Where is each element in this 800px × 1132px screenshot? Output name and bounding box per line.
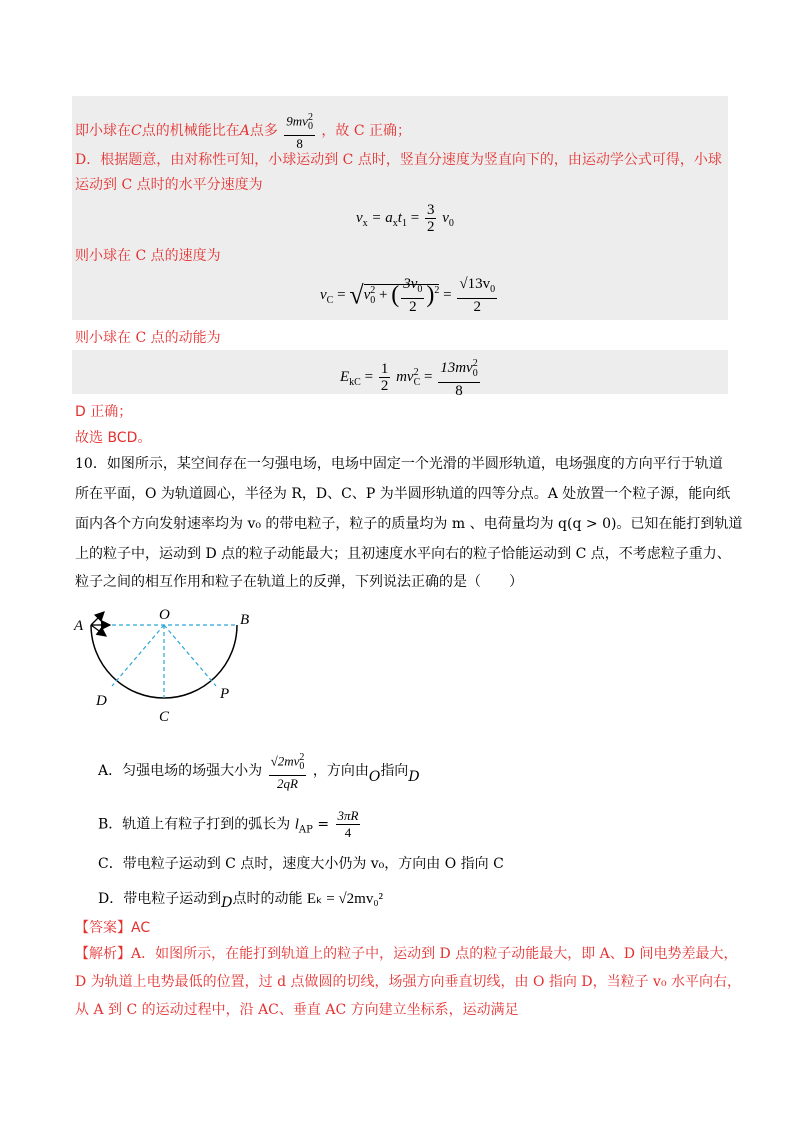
option-a: A．匀强电场的场强大小为 $\frac{√2mv^2_0}{2qR}$ ，方向由O指向D <box>98 752 420 791</box>
arrow-down <box>91 625 106 636</box>
label-b: B <box>240 612 250 628</box>
question-line3: 面内各个方向发射速率均为 v₀ 的带电粒子，粒子的质量均为 m 、电荷量均为 q(q > 0)。已知在能打到轨道 <box>75 516 743 532</box>
equation-horizontal-velocity: $v_x = a_xt_1$ = $\frac{3}{2}$ $v_0$ <box>356 202 454 235</box>
equation-kinetic-energy-c: $E_{kC}$ = $\frac{1}{2}$ $mv^2_C$ = $\frac{13mv^2_0}{8}$ <box>340 358 478 399</box>
option-d: D．带电粒子运动到D点时的动能 Eₖ = √2mv₀² <box>98 891 384 911</box>
label-c: C <box>159 709 170 725</box>
analysis-line2: D 为轨道上电势最低的位置，过 d 点做圆的切线，场强方向垂直切线，由 O 指向 D，当粒子 v₀ 水平向右， <box>75 974 742 990</box>
arrow-up <box>91 612 104 625</box>
question-line5: 粒子之间的相互作用和粒子在轨道上的反弹，下列说法正确的是（ ） <box>75 574 523 590</box>
speed-intro: 则小球在 C 点的速度为 <box>75 248 221 264</box>
semicircle-track-figure <box>70 605 270 735</box>
question-line4: 上的粒子中，运动到 D 点的粒子动能最大；且初速度水平向右的粒子恰能运动到 C 点，不考虑粒子重力、 <box>75 546 731 562</box>
d-reason-line2: 运动到 C 点时的水平分速度为 <box>75 177 263 193</box>
radius-op <box>164 625 216 686</box>
answer-choice-prev: 故选 BCD。 <box>75 430 152 446</box>
question-line2: 所在平面，O 为轨道圆心，半径为 R，D、C、P 为半圆形轨道的四等分点。A 处放置一个粒子源，能向纸 <box>75 486 731 502</box>
label-p: P <box>220 686 230 702</box>
label-a: A <box>74 618 84 634</box>
d-reason-line1: D．根据题意，由对称性可知，小球运动到 C 点时，竖直分速度为竖直向下的，由运动学公式可得，小球 <box>75 152 722 168</box>
analysis-line1: 【解析】A．如图所示，在能打到轨道上的粒子中，运动到 D 点的粒子动能最大，即 A、D 间电势差最大， <box>75 946 738 962</box>
d-correct: D 正确； <box>75 404 133 420</box>
option-c: C．带电粒子运动到 C 点时，速度大小仍为 v₀，方向由 O 指向 C <box>98 856 504 872</box>
question-line1: 10．如图所示，某空间存在一匀强电场，电场中固定一个光滑的半圆形轨道，电场强度的方向平行于轨道 <box>75 456 723 472</box>
c-energy-line: 即小球在C点的机械能比在A点多 $\frac{9mv^2_0}{8}$ ，故 C 正确； <box>75 112 412 151</box>
answer-line: 【答案】AC <box>75 920 151 936</box>
equation-speed-c: $v_C = √v^2_0$ + ( $\frac{3v_0}{2}$ )$^2$ = $\frac{√13v_0}{2}$ <box>320 276 496 315</box>
label-o: O <box>159 607 170 623</box>
ke-intro: 则小球在 C 点的动能为 <box>75 330 221 346</box>
option-b: B．轨道上有粒子打到的弧长为 $l_{AP}$ = $\frac{3\pi R}{4}$ <box>98 808 359 840</box>
analysis-line3: 从 A 到 C 的运动过程中，沿 AC、垂直 AC 方向建立坐标系，运动满足 <box>75 1002 519 1018</box>
label-d: D <box>96 693 107 709</box>
radius-od <box>112 625 164 686</box>
